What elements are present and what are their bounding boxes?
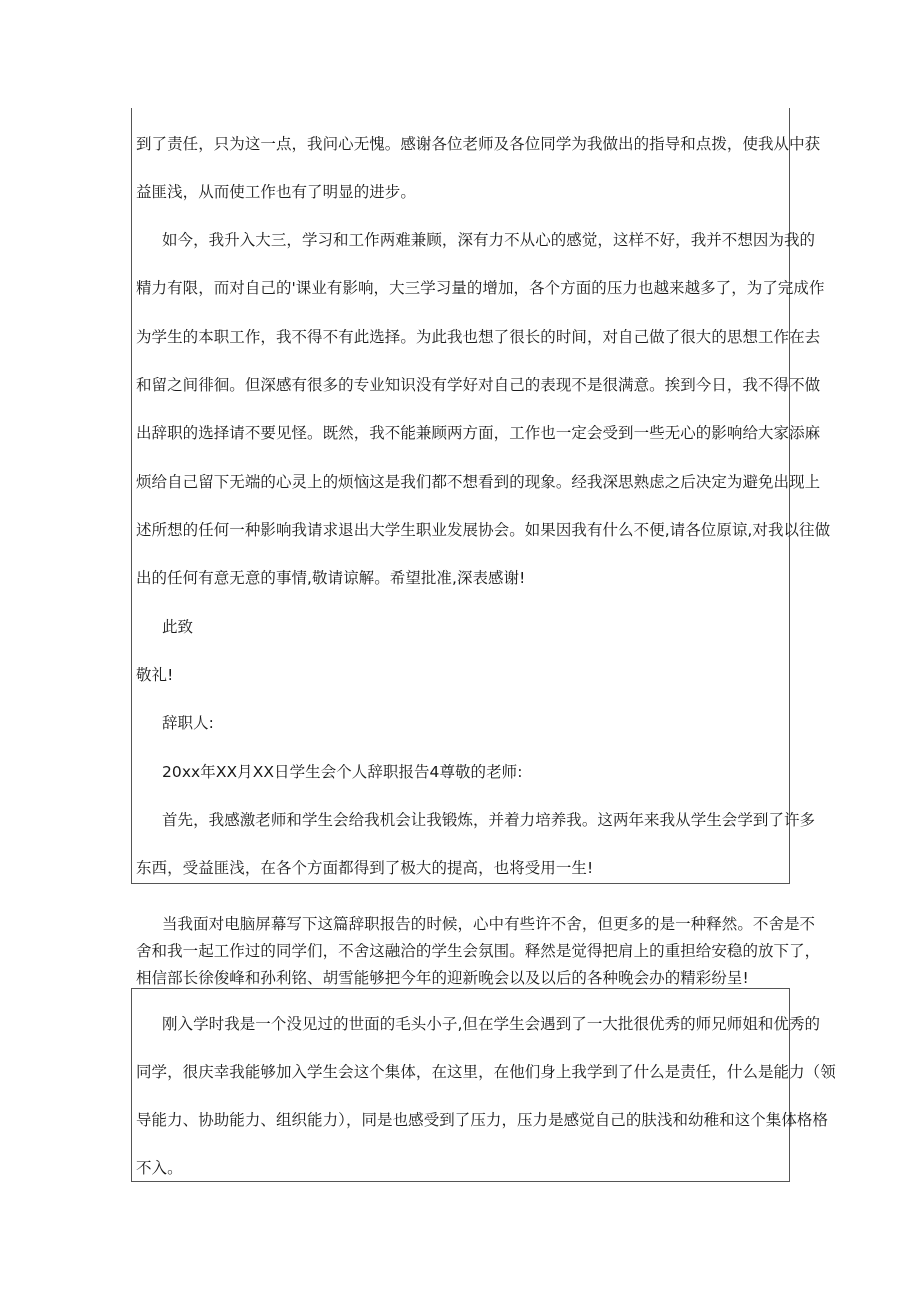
paragraph-line: 相信部长徐俊峰和孙利铭、胡雪能够把今年的迎新晚会以及以后的各种晚会办的精彩纷呈! (136, 969, 749, 987)
paragraph-line: 和留之间徘徊。但深感有很多的专业知识没有学好对自己的表现不是很满意。挨到今日，我不得不做 (136, 376, 821, 394)
paragraph-line: 首先，我感激老师和学生会给我机会让我锻炼，并着力培养我。这两年来我从学生会学到了许多 (162, 811, 816, 829)
paragraph-line: 东西，受益匪浅，在各个方面都得到了极大的提高，也将受用一生! (136, 859, 594, 877)
paragraph-line: 烦给自己留下无端的心灵上的烦恼这是我们都不想看到的现象。经我深思熟虑之后决定为避免出现上 (136, 473, 821, 491)
paragraph-line: 舍和我一起工作过的同学们，不舍这融洽的学生会氛围。释然是觉得把肩上的重担给安稳的放下了， (136, 942, 821, 960)
paragraph-line: 精力有限，而对自己的'课业有影响，大三学习量的增加，各个方面的压力也越来越多了，为了完成作 (136, 279, 825, 297)
closing-line: 此致 (162, 618, 194, 636)
date-heading-line: 20xx年XX月XX日学生会个人辞职报告4尊敬的老师: (162, 763, 523, 781)
paragraph-line: 同学，很庆幸我能够加入学生会这个集体，在这里，在他们身上我学到了什么是责任，什么是能力（领 (136, 1063, 836, 1081)
paragraph-line: 出的任何有意无意的事情,敬请谅解。希望批准,深表感谢! (136, 569, 526, 587)
signature-label: 辞职人: (162, 714, 214, 732)
paragraph-line: 导能力、协助能力、组织能力），同是也感受到了压力，压力是感觉自己的肤浅和幼稚和这个集体格格 (136, 1111, 829, 1129)
paragraph-line: 述所想的任何一种影响我请求退出大学生职业发展协会。如果因我有什么不便,请各位原谅,对我以往做 (136, 521, 831, 539)
salutation-line: 敬礼! (136, 666, 174, 684)
paragraph-line: 如今，我升入大三，学习和工作两难兼顾，深有力不从心的感觉，这样不好，我并不想因为我的 (162, 231, 816, 249)
paragraph-line: 出辞职的选择请不要见怪。既然，我不能兼顾两方面，工作也一定会受到一些无心的影响给大家添麻 (136, 424, 821, 442)
paragraph-line: 益匪浅，从而使工作也有了明显的进步。 (136, 183, 416, 201)
paragraph-line: 不入。 (136, 1159, 183, 1177)
paragraph-line: 为学生的本职工作，我不得不有此选择。为此我也想了很长的时间，对自己做了很大的思想工作在去 (136, 328, 821, 346)
paragraph-line: 当我面对电脑屏幕写下这篇辞职报告的时候，心中有些许不舍，但更多的是一种释然。不舍是不 (162, 915, 816, 933)
paragraph-line: 到了责任，只为这一点，我问心无愧。感谢各位老师及各位同学为我做出的指导和点拨，使我从中获 (136, 135, 821, 153)
paragraph-line: 刚入学时我是一个没见过的世面的毛头小子,但在学生会遇到了一大批很优秀的师兄师姐和优秀的 (162, 1015, 821, 1033)
